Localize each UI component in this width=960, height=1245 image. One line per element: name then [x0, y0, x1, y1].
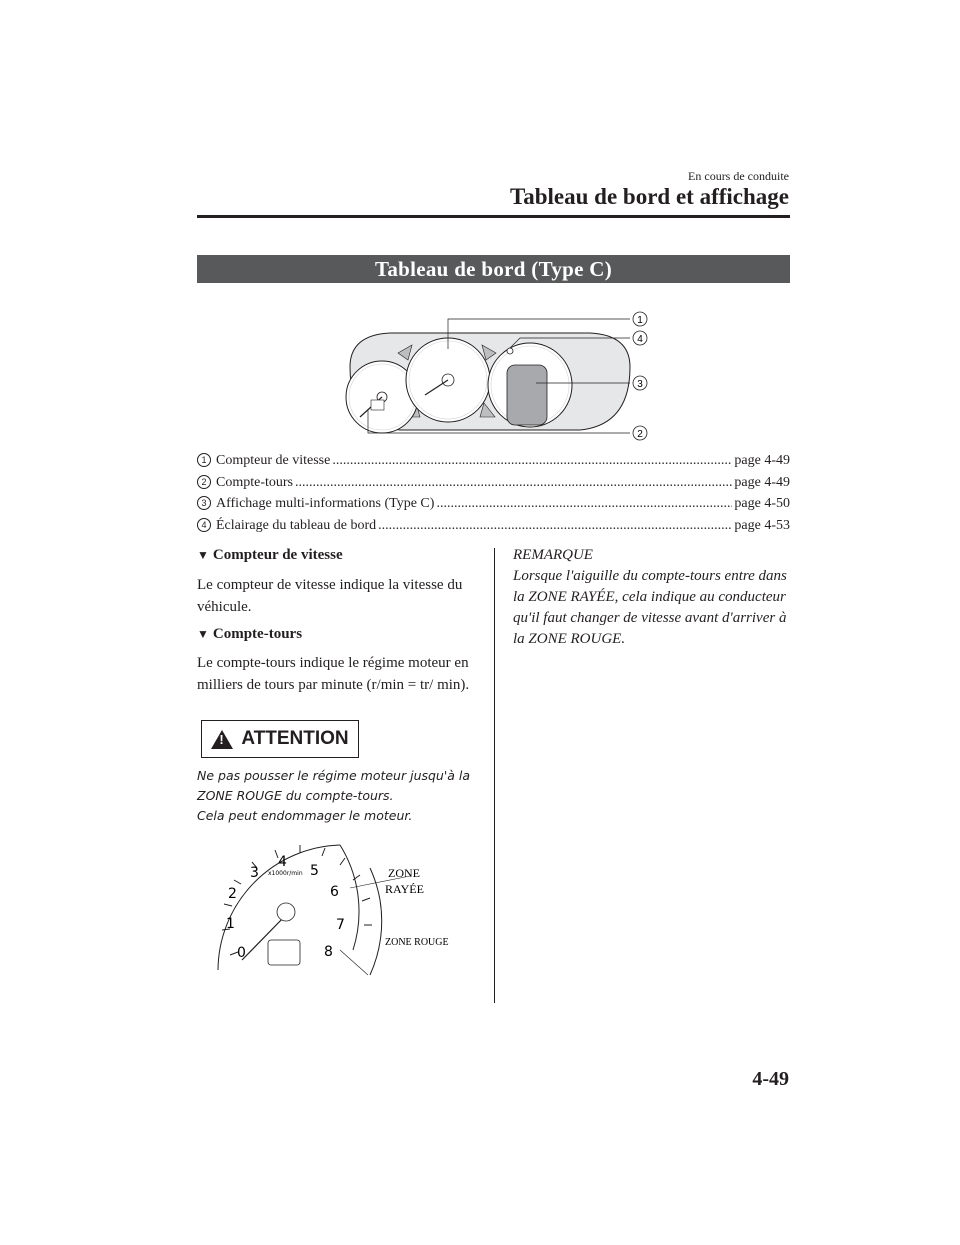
tachometer-heading: ▼ Compte-tours: [197, 626, 303, 642]
multi-info-display: [488, 343, 572, 427]
callout-3: [633, 376, 647, 390]
instrument-cluster-illustration: [330, 305, 660, 450]
tach-ticks: [222, 845, 372, 955]
zone-rayee-label-2: RAYÉE: [385, 882, 424, 896]
toc-label: Compteur de vitesse: [216, 453, 331, 468]
tachometer-figure: [200, 840, 470, 990]
svg-text:4: 4: [637, 334, 643, 345]
toc-page[interactable]: page 4-50: [734, 496, 790, 511]
toc-item-speedometer[interactable]: [197, 451, 790, 471]
note-title: REMARQUE: [513, 547, 593, 563]
tach-num-2: 2: [228, 886, 237, 902]
header-section: En cours de conduite: [688, 169, 789, 183]
speedometer-heading: ▼ Compteur de vitesse: [197, 547, 343, 563]
svg-text:2: 2: [637, 429, 643, 440]
tach-num-8: 8: [324, 944, 333, 960]
column-divider: [494, 548, 495, 1003]
header-title: Tableau de bord et affichage: [510, 184, 789, 209]
note-text: Lorsque l'aiguille du compte-tours entre dans la ZONE RAYÉE, cela indique au conducteur qu'il faut changer de vitesse avant d'arriver à la ZONE ROUGE.: [513, 568, 787, 647]
tach-num-4: 4: [278, 854, 287, 870]
tach-num-5: 5: [310, 863, 319, 879]
tach-num-3: 3: [250, 865, 259, 881]
toc-number: 4: [197, 518, 211, 532]
toc-page[interactable]: page 4-49: [734, 475, 790, 490]
toc-number: 1: [197, 453, 211, 467]
tach-num-6: 6: [330, 884, 339, 900]
attention-text: Ne pas pousser le régime moteur jusqu'à la ZONE ROUGE du compte-tours. Cela peut endommager le moteur.: [197, 768, 471, 823]
toc-label: Éclairage du tableau de bord: [216, 518, 377, 533]
toc-page[interactable]: page 4-53: [734, 518, 790, 533]
tachometer-text: Le compte-tours indique le régime moteur en milliers de tours par minute (r/min = tr/ min).: [197, 655, 470, 693]
toc-label: Affichage multi-informations (Type C): [216, 496, 435, 511]
toc-page[interactable]: page 4-49: [734, 453, 790, 468]
svg-text:3: 3: [637, 379, 643, 390]
attention-label: ATTENTION: [241, 728, 349, 749]
tach-num-1: 1: [226, 916, 235, 932]
section-banner: Tableau de bord (Type C): [197, 255, 790, 283]
toc-label: Compte-tours: [216, 475, 293, 490]
header-rule: [197, 215, 790, 218]
speedometer-text: Le compteur de vitesse indique la vitesse du véhicule.: [197, 577, 463, 615]
warning-triangle-icon: [211, 730, 233, 749]
speedometer-dial: [406, 338, 490, 422]
tach-num-0: 0: [237, 945, 246, 961]
callout-1: [633, 312, 647, 326]
tach-unit: x1000r/min: [268, 870, 303, 877]
svg-text:1: 1: [637, 315, 643, 326]
toc-item-multi-info[interactable]: [197, 494, 790, 514]
toc-item-tachometer[interactable]: [197, 473, 790, 493]
tach-num-7: 7: [336, 917, 345, 933]
toc-item-illumination[interactable]: [197, 516, 790, 536]
zone-rouge-label: ZONE ROUGE: [385, 937, 449, 948]
attention-box: [201, 720, 359, 758]
toc-number: 2: [197, 475, 211, 489]
callout-4: [633, 331, 647, 345]
zone-rouge-arc: [370, 900, 382, 975]
note-block: [513, 545, 793, 650]
callout-2: [633, 426, 647, 440]
page-number: 4-49: [752, 1068, 789, 1090]
tach-hub: [277, 903, 295, 921]
tach-display: [268, 940, 300, 965]
zone-rayee-label-1: ZONE: [388, 866, 420, 880]
toc-number: 3: [197, 496, 211, 510]
